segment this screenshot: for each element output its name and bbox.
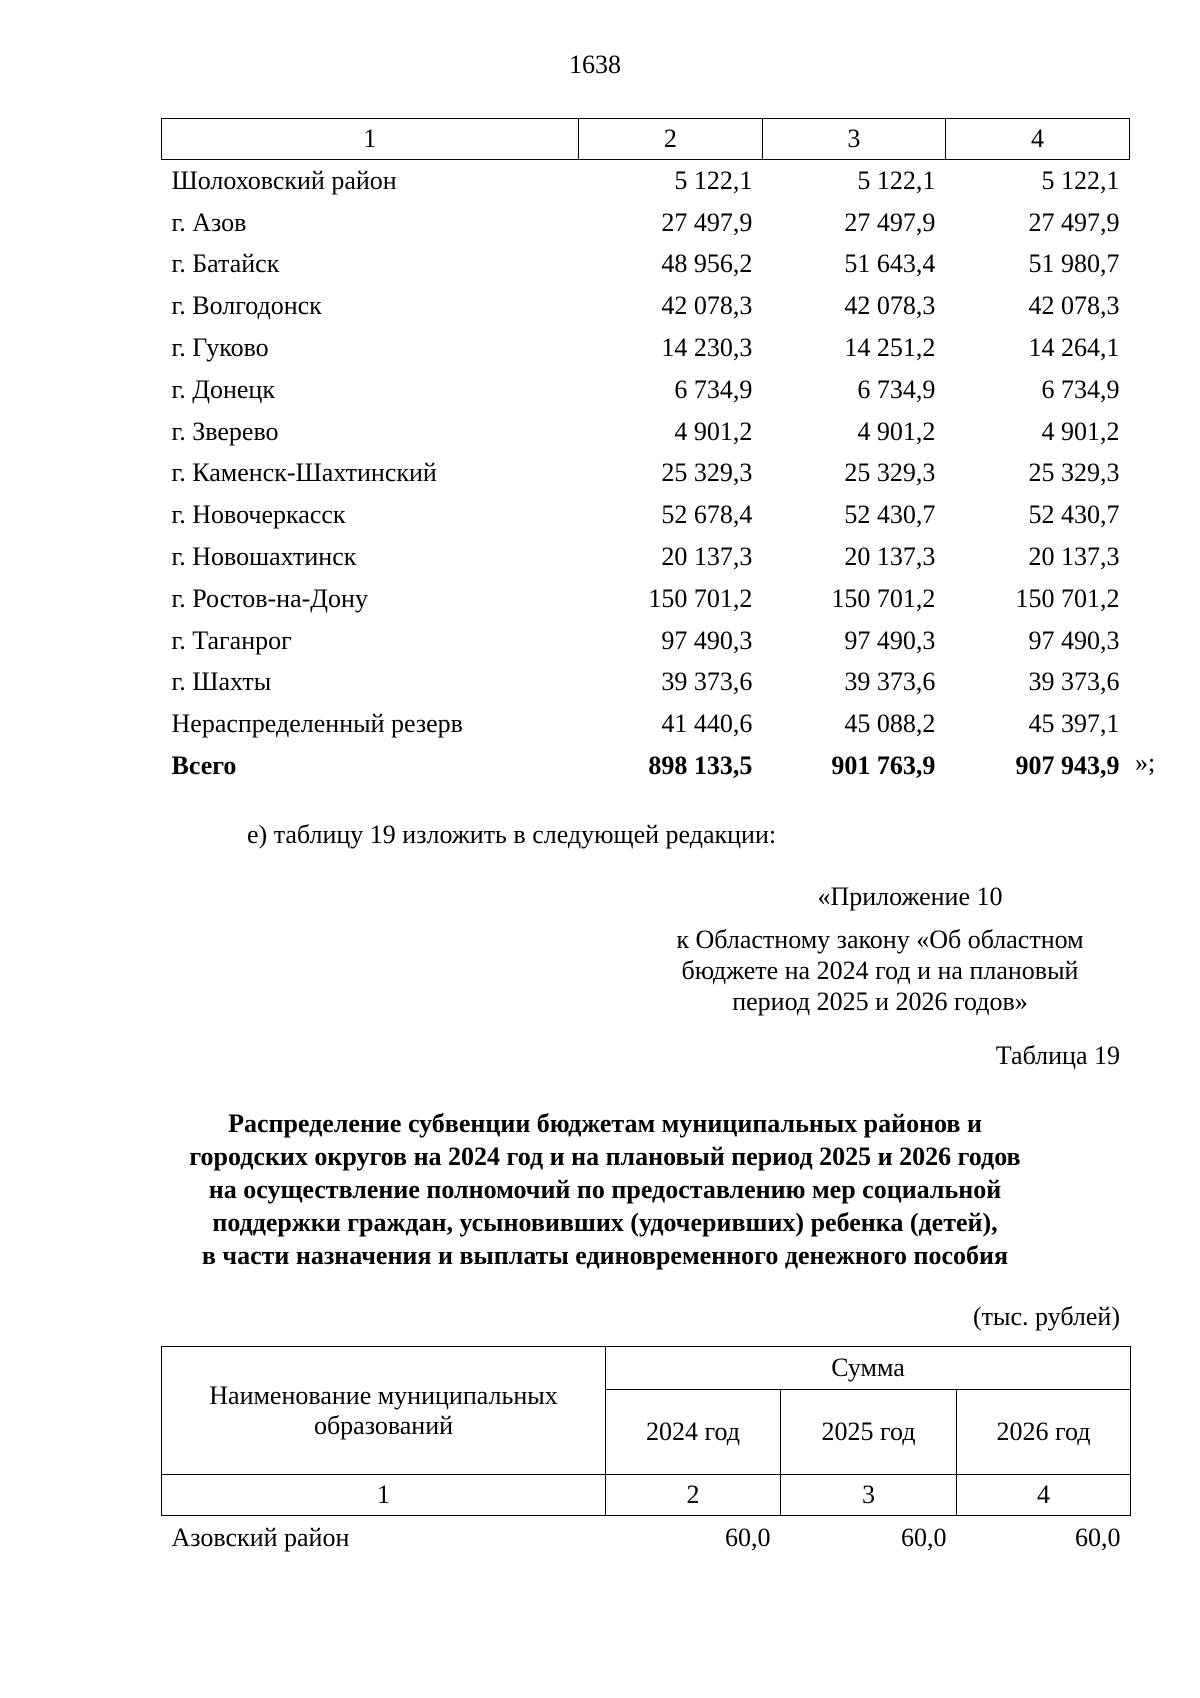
total-2026: 907 943,9 [1015, 751, 1120, 781]
table-row [162, 202, 1130, 244]
municipality-name: г. Таганрог [171, 625, 292, 655]
column-number: 4 [957, 1475, 1131, 1516]
amount-2024: 39 373,6 [661, 667, 753, 697]
table-label: Таблица 19 [995, 1041, 1120, 1070]
amount-2026: 60,0 [1075, 1523, 1121, 1552]
table-row [162, 1516, 1131, 1561]
column-number-row [162, 1475, 1131, 1516]
allocation-table-continued [161, 118, 1130, 787]
table-row [162, 453, 1130, 495]
table-row [162, 160, 1130, 202]
total-label: Всего [171, 751, 237, 781]
amount-2024: 41 440,6 [661, 709, 753, 739]
amount-2025: 60,0 [901, 1523, 947, 1552]
amount-2024: 60,0 [725, 1523, 771, 1552]
amount-2024: 20 137,3 [661, 542, 753, 572]
municipality-name: г. Гуково [171, 333, 269, 363]
table-row [162, 327, 1130, 369]
amount-2025: 51 643,4 [844, 249, 936, 279]
amount-2026: 42 078,3 [1028, 291, 1120, 321]
column-number-row [162, 119, 1130, 160]
total-row [162, 745, 1130, 787]
amount-2024: 27 497,9 [661, 207, 753, 237]
table-row [162, 578, 1130, 620]
closing-quote-mark: »; [1135, 748, 1156, 777]
municipality-name: Шолоховский район [171, 165, 397, 195]
municipality-name: г. Донецк [171, 374, 275, 404]
column-number: 1 [162, 1475, 606, 1516]
municipality-name: г. Ростов-на-Дону [171, 583, 368, 613]
municipality-name: Азовский район [171, 1523, 350, 1552]
amount-2026: 25 329,3 [1028, 458, 1120, 488]
heading-line: на осуществление полномочий по предоставлению мер социальной [208, 1175, 1002, 1204]
heading-line: Распределение субвенции бюджетам муниципальных районов и [228, 1109, 982, 1138]
appendix-reference [640, 924, 1120, 1017]
column-number: 4 [945, 119, 1129, 160]
header-row [162, 1347, 1131, 1390]
total-2025: 901 763,9 [831, 751, 936, 781]
amount-2025: 27 497,9 [844, 207, 936, 237]
appendix-line: к Областному закону «Об областном [676, 925, 1084, 954]
amount-2025: 97 490,3 [844, 625, 936, 655]
amount-2026: 6 734,9 [1041, 374, 1120, 404]
table-row [162, 536, 1130, 578]
amount-2025: 42 078,3 [844, 291, 936, 321]
heading-line: в части назначения и выплаты единовременного денежного пособия [201, 1241, 1009, 1270]
units-label: (тыс. рублей) [972, 1302, 1120, 1331]
amount-2025: 45 088,2 [844, 709, 936, 739]
table-row [162, 244, 1130, 286]
amount-2024: 25 329,3 [661, 458, 753, 488]
amount-2024: 5 122,1 [674, 165, 753, 195]
amount-2026: 20 137,3 [1028, 542, 1120, 572]
amount-2024: 42 078,3 [661, 291, 753, 321]
amount-2026: 51 980,7 [1028, 249, 1120, 279]
amount-2025: 20 137,3 [844, 542, 936, 572]
table-row [162, 620, 1130, 662]
amount-2025: 5 122,1 [857, 165, 936, 195]
amount-2026: 45 397,1 [1028, 709, 1120, 739]
amount-2024: 14 230,3 [661, 333, 753, 363]
table-row [162, 494, 1130, 536]
amount-2026: 97 490,3 [1028, 625, 1120, 655]
table-19 [161, 1346, 1131, 1560]
appendix-line: период 2025 и 2026 годов» [732, 987, 1028, 1016]
municipality-name: г. Новошахтинск [171, 542, 357, 572]
municipality-name: г. Новочеркасск [171, 500, 346, 530]
column-number: 3 [781, 1475, 957, 1516]
amount-2026: 14 264,1 [1028, 333, 1120, 363]
municipality-name: г. Волгодонск [171, 291, 322, 321]
column-number: 1 [162, 119, 579, 160]
amount-2025: 25 329,3 [844, 458, 936, 488]
column-number: 3 [762, 119, 945, 160]
municipality-name: Нераспределенный резерв [171, 709, 463, 739]
table-row [162, 285, 1130, 327]
amount-2025: 39 373,6 [844, 667, 936, 697]
table-row [162, 703, 1130, 745]
sum-header: Сумма [606, 1347, 1131, 1390]
table-heading [120, 1107, 1090, 1272]
amount-2024: 150 701,2 [648, 583, 753, 613]
amount-2026: 52 430,7 [1028, 500, 1120, 530]
amount-2024: 52 678,4 [661, 500, 753, 530]
amount-2025: 14 251,2 [844, 333, 936, 363]
amount-2024: 6 734,9 [674, 374, 753, 404]
amount-2026: 4 901,2 [1041, 416, 1120, 446]
page-number: 1638 [569, 50, 621, 79]
column-name-header: Наименование муниципальных образований [162, 1347, 606, 1475]
amount-2026: 39 373,6 [1028, 667, 1120, 697]
heading-line: городских округов на 2024 год и на плановый период 2025 и 2026 годов [189, 1142, 1021, 1171]
appendix-title: «Приложение 10 [817, 882, 1003, 911]
amendment-instruction: е) таблицу 19 изложить в следующей редакции: [247, 820, 777, 849]
table-row [162, 411, 1130, 453]
amount-2025: 6 734,9 [857, 374, 936, 404]
amount-2026: 5 122,1 [1041, 165, 1120, 195]
municipality-name: г. Зверево [171, 416, 279, 446]
municipality-name: г. Азов [171, 207, 247, 237]
year-header: 2025 год [781, 1390, 957, 1475]
table-row [162, 369, 1130, 411]
municipality-name: г. Батайск [171, 249, 280, 279]
amount-2024: 97 490,3 [661, 625, 753, 655]
heading-line: поддержки граждан, усыновивших (удочеривших) ребенка (детей), [212, 1208, 998, 1237]
table-row [162, 662, 1130, 704]
year-header: 2024 год [606, 1390, 781, 1475]
year-header: 2026 год [957, 1390, 1131, 1475]
amount-2024: 4 901,2 [674, 416, 753, 446]
total-2024: 898 133,5 [648, 751, 753, 781]
amount-2025: 52 430,7 [844, 500, 936, 530]
amount-2025: 4 901,2 [857, 416, 936, 446]
appendix-line: бюджете на 2024 год и на плановый [681, 956, 1079, 985]
column-number: 2 [606, 1475, 781, 1516]
amount-2025: 150 701,2 [831, 583, 936, 613]
amount-2024: 48 956,2 [661, 249, 753, 279]
amount-2026: 150 701,2 [1015, 583, 1120, 613]
amount-2026: 27 497,9 [1028, 207, 1120, 237]
municipality-name: г. Каменск-Шахтинский [171, 458, 437, 488]
column-number: 2 [578, 119, 762, 160]
municipality-name: г. Шахты [171, 667, 272, 697]
